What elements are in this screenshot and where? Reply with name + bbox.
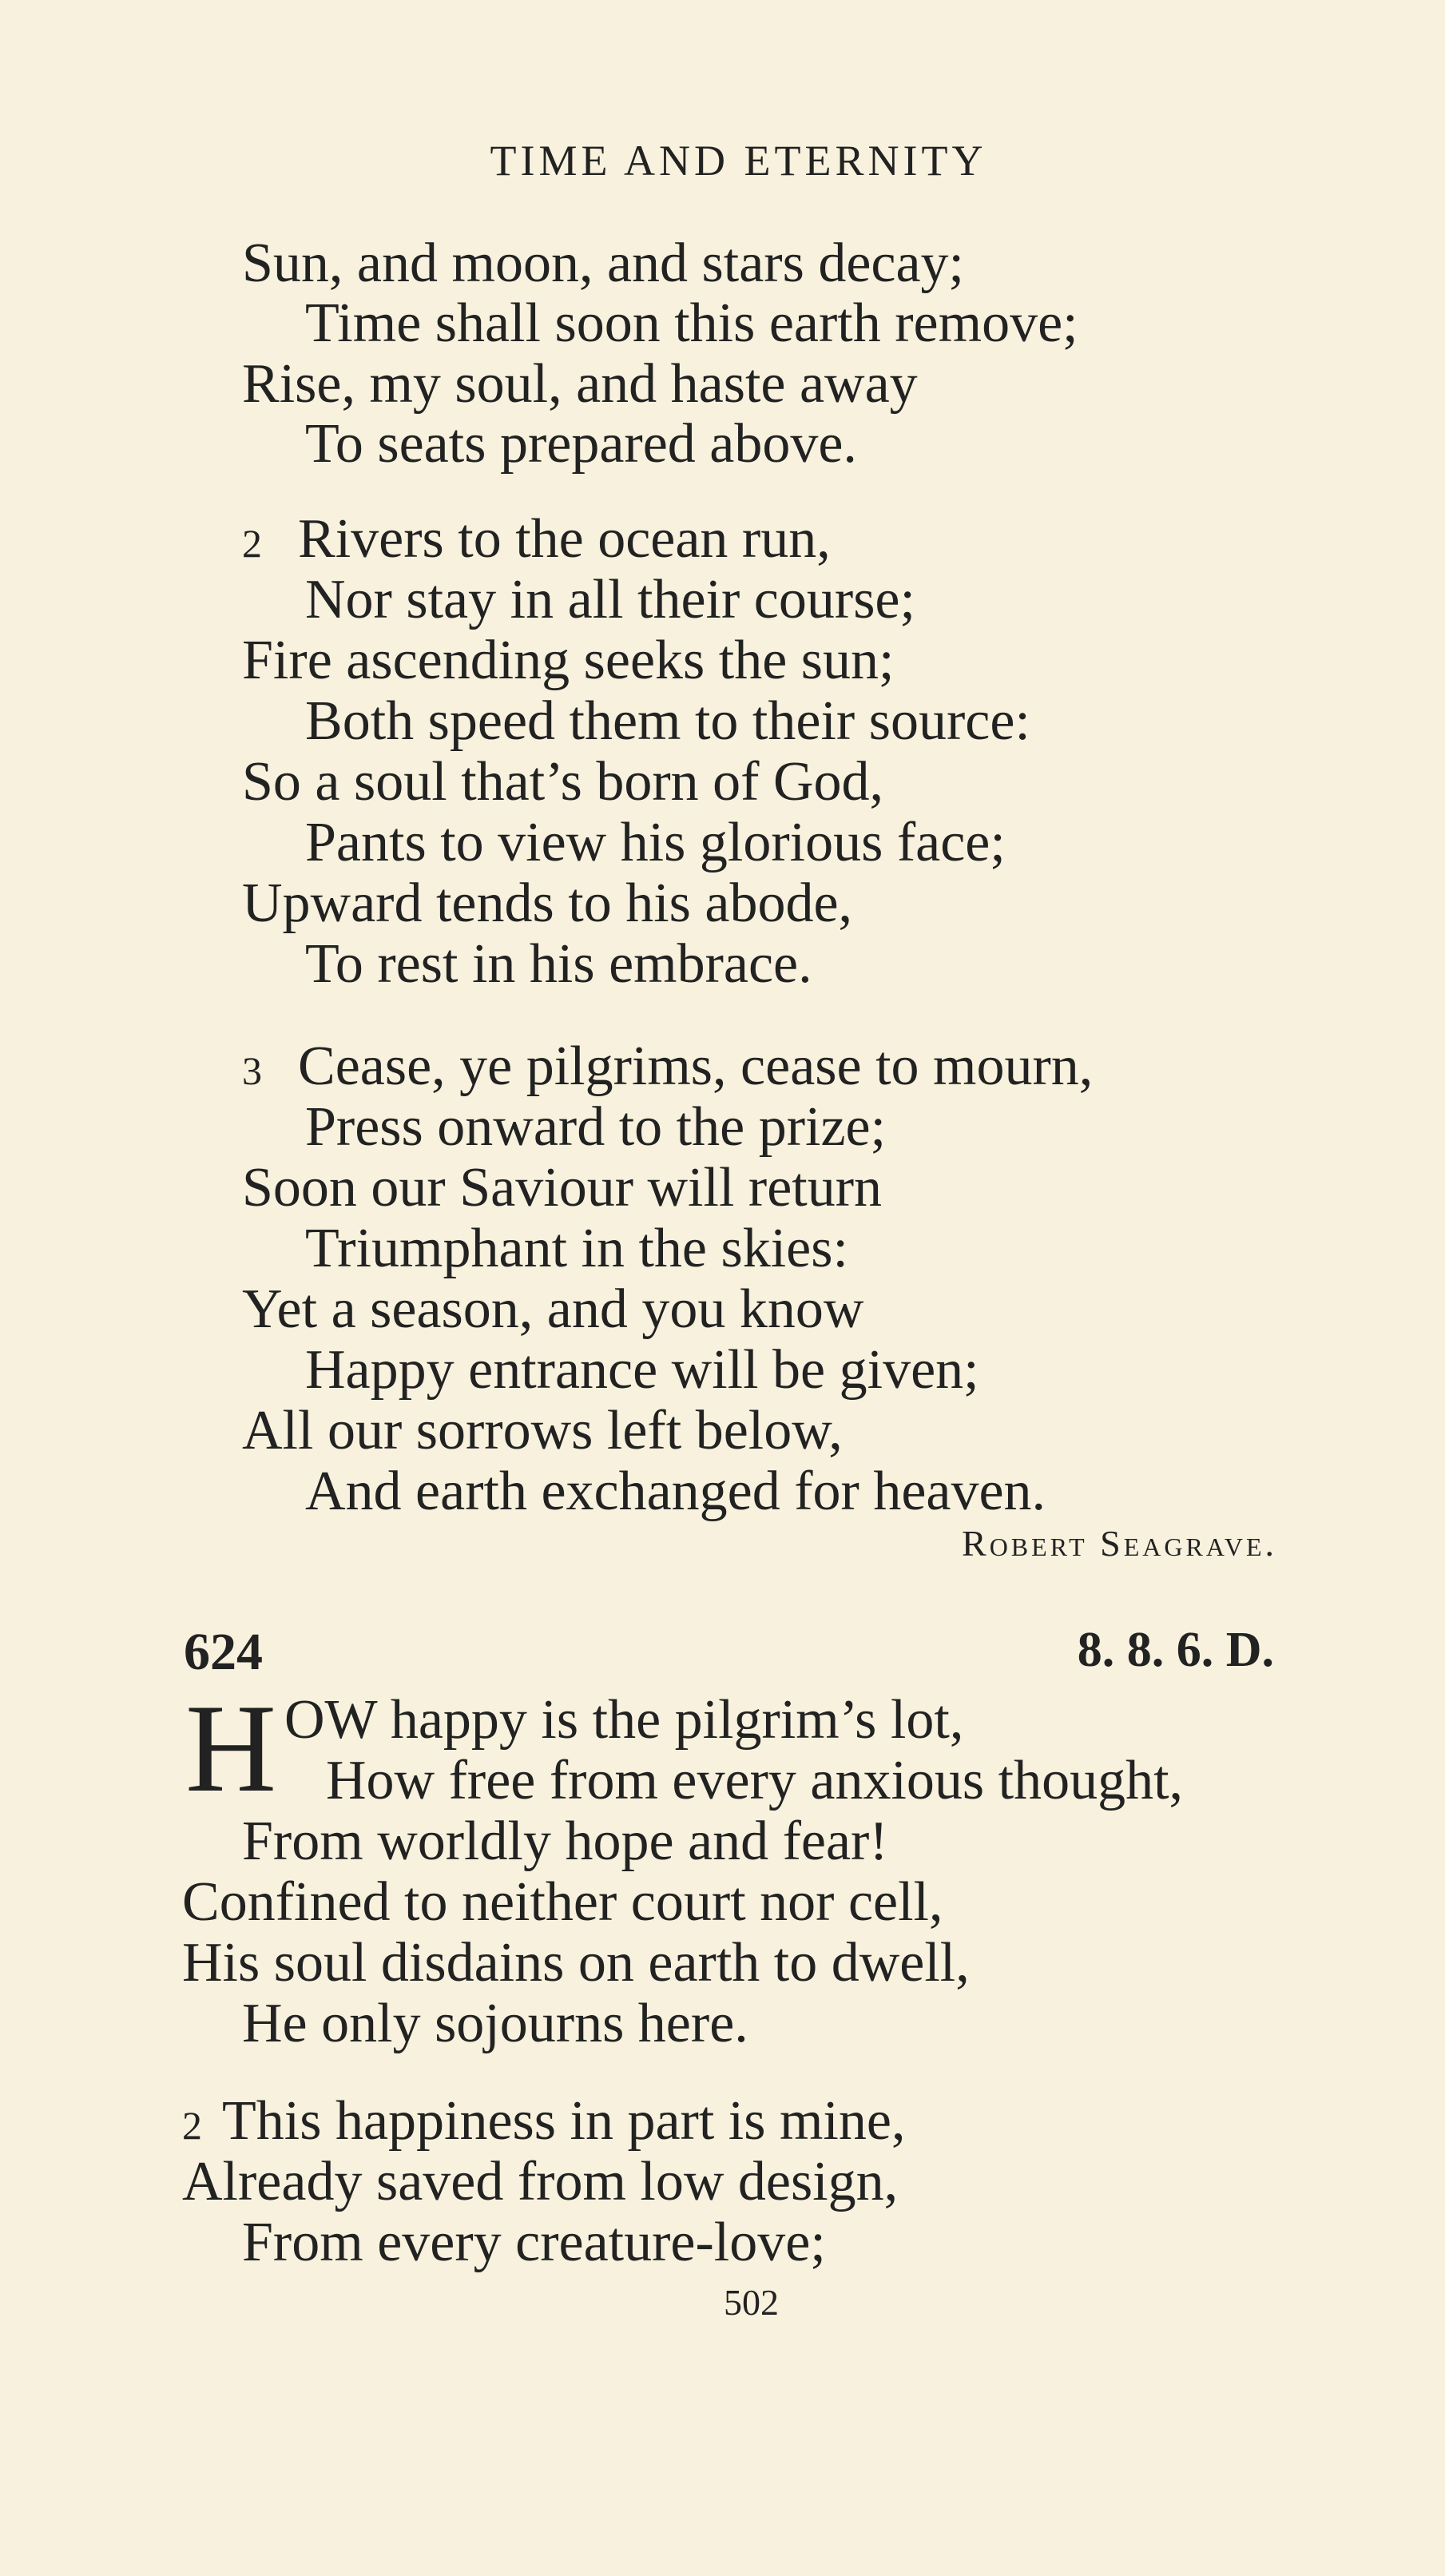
verse-line — [182, 2090, 906, 2152]
author-attribution: Robert Seagrave. — [962, 1523, 1277, 1564]
verse-line: Fire ascending seeks the sun; — [242, 630, 895, 691]
verse-line: From worldly hope and fear! — [242, 1811, 888, 1872]
verse-line: Nor stay in all their course; — [305, 569, 915, 630]
verse-text: Rivers to the ocean run, — [298, 508, 831, 570]
stanza-number: 3 — [242, 1048, 262, 1093]
verse-line: Rise, my soul, and haste away — [242, 353, 918, 415]
verse-line: Happy entrance will be given; — [305, 1339, 979, 1401]
verse-line: Time shall soon this earth remove; — [305, 292, 1078, 354]
verse-line: His soul disdains on earth to dwell, — [182, 1932, 970, 1994]
verse-line: To rest in his embrace. — [305, 933, 812, 995]
verse-line: So a soul that’s born of God, — [242, 751, 884, 813]
running-header: TIME AND ETERNITY — [490, 137, 987, 185]
verse-line: Sun, and moon, and stars decay; — [242, 233, 964, 294]
verse-line: OW happy is the pilgrim’s lot, — [284, 1689, 964, 1751]
hymn-meter: 8. 8. 6. D. — [1077, 1623, 1274, 1677]
hymn-number: 624 — [184, 1623, 263, 1681]
verse-line: And earth exchanged for heaven. — [305, 1461, 1046, 1522]
drop-cap: H — [185, 1679, 277, 1819]
verse-line — [242, 508, 831, 570]
verse-line: He only sojourns here. — [242, 1993, 748, 2054]
verse-line: From every creature-love; — [242, 2212, 826, 2273]
verse-line — [242, 1036, 1094, 1097]
stanza-number: 2 — [182, 2103, 202, 2148]
verse-text: Cease, ye pilgrims, cease to mourn, — [298, 1036, 1094, 1097]
verse-line: Confined to neither court nor cell, — [182, 1871, 943, 1933]
verse-line: Soon our Saviour will return — [242, 1157, 883, 1218]
verse-line: All our sorrows left below, — [242, 1400, 843, 1461]
verse-line: Press onward to the prize; — [305, 1096, 887, 1158]
page-number: 502 — [724, 2282, 779, 2323]
verse-text: This happiness in part is mine, — [222, 2090, 906, 2152]
verse-line: Triumphant in the skies: — [305, 1218, 848, 1279]
verse-line: To seats prepared above. — [305, 413, 857, 475]
verse-line: Yet a season, and you know — [242, 1278, 864, 1340]
verse-line: How free from every anxious thought, — [326, 1750, 1184, 1811]
verse-line: Pants to view his glorious face; — [305, 812, 1006, 873]
verse-line: Already saved from low design, — [182, 2151, 899, 2212]
verse-line: Both speed them to their source: — [305, 690, 1030, 752]
verse-line: Upward tends to his abode, — [242, 873, 853, 934]
stanza-number: 2 — [242, 521, 262, 566]
